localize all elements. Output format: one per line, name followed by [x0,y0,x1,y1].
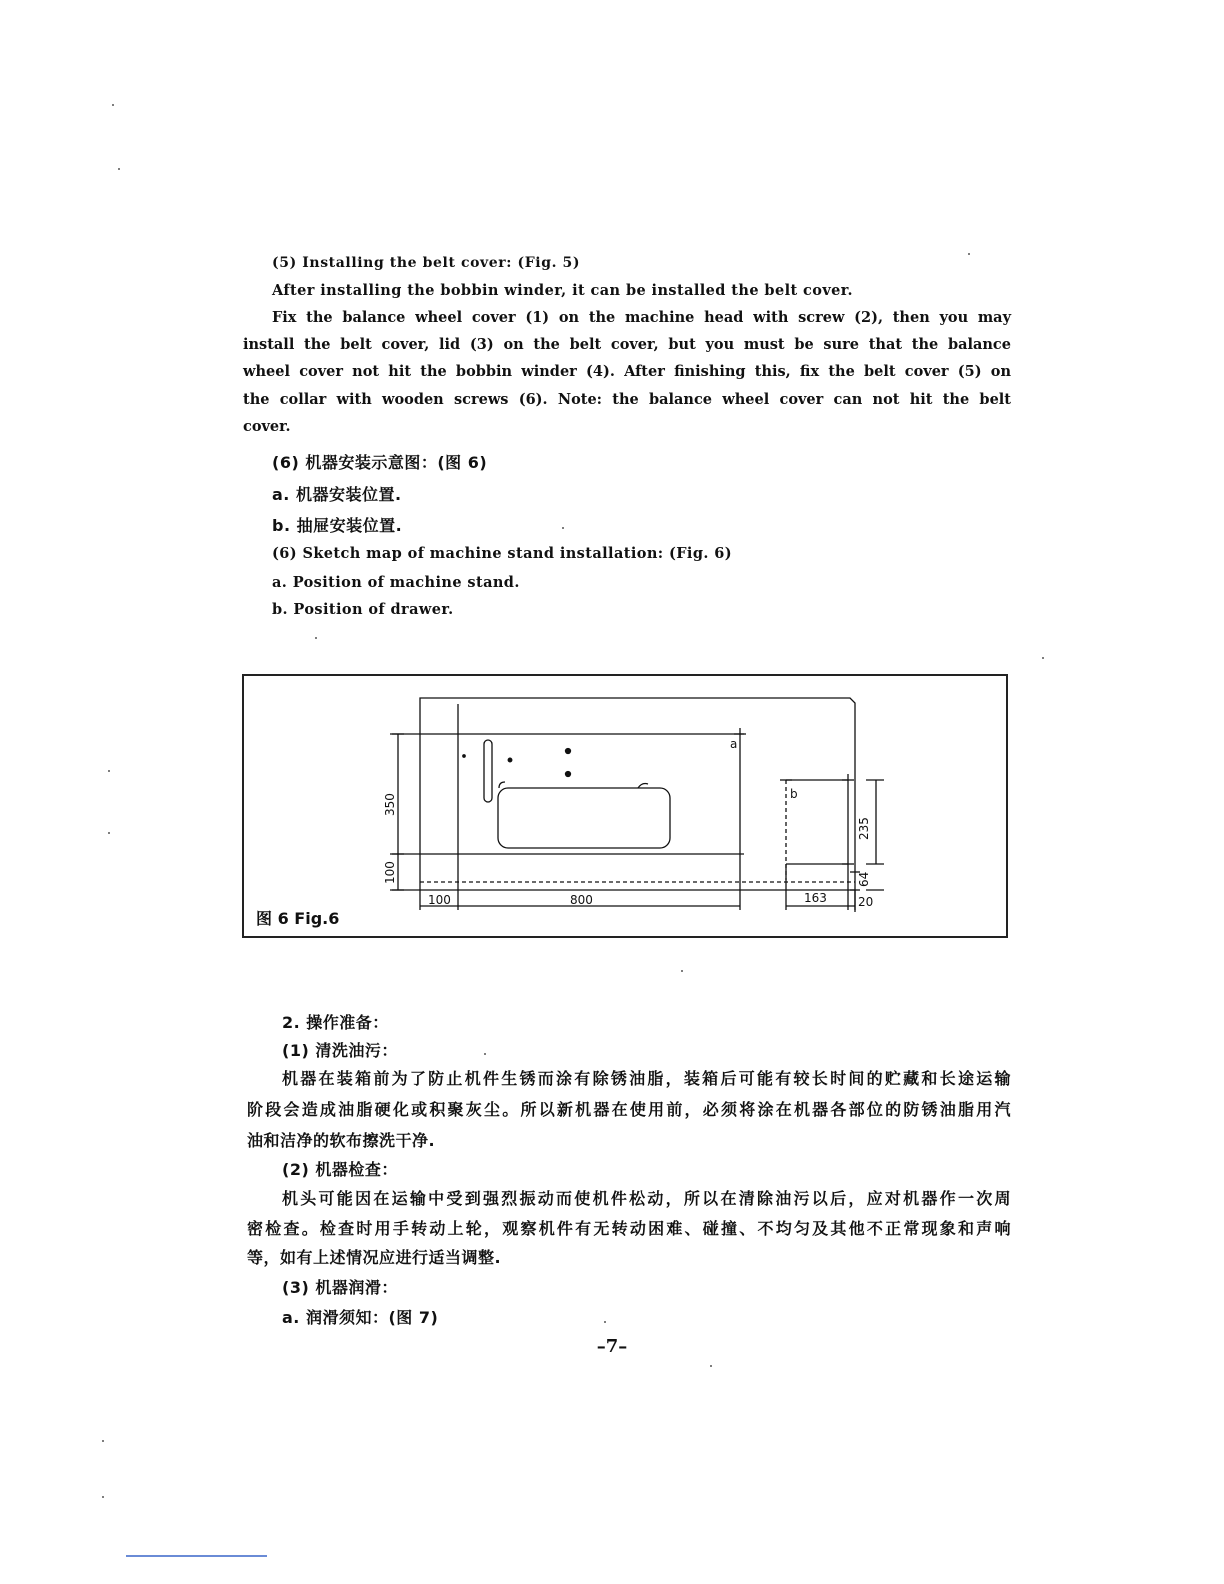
section-6-item-a-cn: a. 机器安装位置. [272,485,402,504]
figure-6 [242,674,1008,938]
scan-speck [968,253,970,255]
section-2-1-line-2: 阶段会造成油脂硬化或积聚灰尘。所以新机器在使用前，必须将涂在机器各部位的防锈油脂用汽 [247,1100,1011,1119]
section-2-1-heading: (1) 清洗油污： [282,1041,398,1060]
figure-caption: 图 6 Fig.6 [256,909,340,928]
section-2-2-line-1: 机头可能因在运输中受到强烈振动而使机件松动，所以在清除油污以后，应对机器作一次周 [282,1189,1011,1208]
scan-speck [108,770,110,772]
section-2-2-line-2: 密检查。检查时用手转动上轮，观察机件有无转动困难、碰撞、不均匀及其他不正常现象和声响 [247,1219,1011,1238]
scan-link-underline [126,1555,267,1557]
dimension-800: 800 [570,893,593,907]
section-2-2-heading: (2) 机器检查： [282,1160,398,1179]
label-a: a [730,737,738,751]
section-6-heading-en: (6) Sketch map of machine stand installation: (Fig. 6) [272,545,733,562]
section-5-paragraph-2-line-4: the collar with wooden screws (6). Note: the balance wheel cover can not hit the belt [243,391,1011,408]
dimension-64: 64 [857,871,871,887]
section-2-3-heading: (3) 机器润滑： [282,1278,398,1297]
dimension-163: 163 [804,891,827,905]
scan-speck [484,1053,486,1055]
scan-speck [604,1321,606,1323]
scan-speck [315,637,317,639]
scan-speck [108,832,110,834]
section-2-3-item-a: a. 润滑须知：(图 7) [282,1308,439,1327]
section-6-item-a-en: a. Position of machine stand. [272,574,520,591]
section-2-1-line-1: 机器在装箱前为了防止机件生锈而涂有除锈油脂，装箱后可能有较长时间的贮藏和长途运输 [282,1069,1011,1088]
dimension-100-horizontal: 100 [428,893,451,907]
page-number: –7– [596,1336,628,1357]
section-2-1-line-3: 油和洁净的软布擦洗干净. [247,1131,436,1150]
section-5-heading: (5) Installing the belt cover: (Fig. 5) [272,255,581,271]
scan-speck [102,1440,104,1442]
section-6-item-b-cn: b. 抽屉安装位置. [272,516,403,535]
scan-speck [118,168,120,170]
scan-speck [562,527,564,529]
dimension-labels [244,676,1006,936]
section-5-paragraph-2-line-5: cover. [243,418,291,435]
section-5-paragraph-2-line-2: install the belt cover, lid (3) on the belt cover, but you must be sure that the balance [243,336,1011,353]
dimension-20: 20 [858,895,874,909]
scan-speck [681,970,683,972]
section-5-paragraph-1: After installing the bobbin winder, it can be installed the belt cover. [272,282,853,299]
section-6-heading-cn: (6) 机器安装示意图：(图 6) [272,453,488,472]
section-5-paragraph-2-line-3: wheel cover not hit the bobbin winder (4). After finishing this, fix the belt cover (5) on [243,363,1011,380]
dimension-350: 350 [383,793,397,816]
section-6-item-b-en: b. Position of drawer. [272,601,454,618]
section-5-paragraph-2-line-1: Fix the balance wheel cover (1) on the machine head with screw (2), then you may [272,309,1011,326]
dimension-235: 235 [857,817,871,840]
scan-speck [710,1365,712,1367]
scan-speck [1042,657,1044,659]
scan-speck [102,1496,104,1498]
section-2-heading: 2. 操作准备： [282,1013,389,1032]
label-b: b [790,787,798,801]
section-2-2-line-3: 等，如有上述情况应进行适当调整. [247,1248,502,1267]
dimension-100-vertical: 100 [383,861,397,884]
scan-speck [112,104,114,106]
